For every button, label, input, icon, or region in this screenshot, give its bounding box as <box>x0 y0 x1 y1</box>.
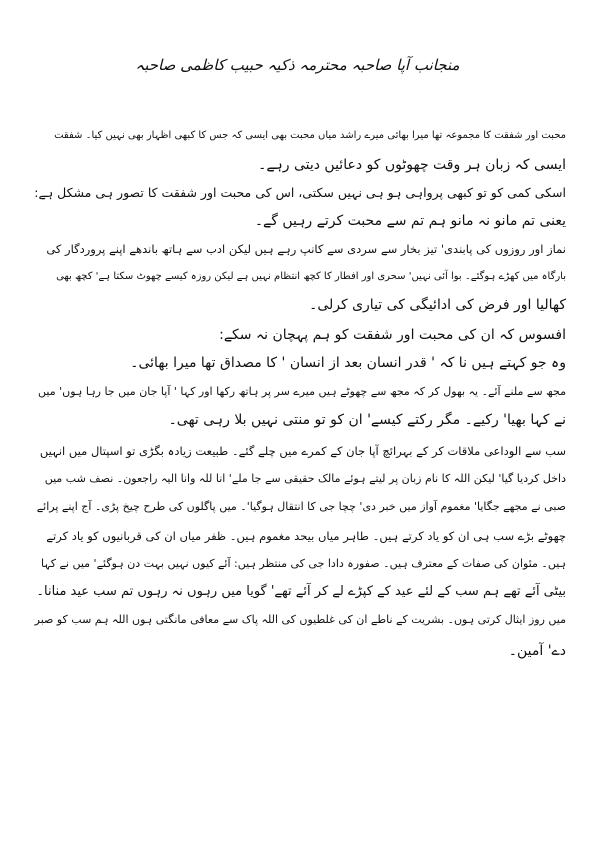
text-line: ایسی کہ زبان ہر وقت چھوٹوں کو دعائیں دیتی رہے۔ <box>258 157 566 173</box>
text-line: محبت اور شفقت کا مجموعہ تھا میرا بھائی میرے راشد میاں محبت بھی ایسی کہ جس کا کبھی اظہار بھی نہیں کیا۔ شفقت <box>54 130 566 141</box>
text-line: دے' آمین۔ <box>508 643 566 659</box>
text-line: چھوٹے بڑے سب ہی ان کو یاد کرتے ہیں۔ طاہر میاں بیحد مغموم ہیں۔ ظفر میاں ان کی قربانیوں کو یاد کرتے <box>46 529 566 543</box>
page-title: منجانب آپا صاحبہ محترمہ ذکیہ حبیب کاظمی صاحبہ <box>135 56 460 74</box>
text-line: بیٹی آئے تھے ہم سب کے لئے عید کے کپڑے لے کر آئے تھے' گویا میں رہوں نہ رہوں تم سب عید منانا۔ <box>36 584 566 599</box>
text-line: یعنی تم مانو نہ مانو ہم تم سے محبت کرتے رہیں گے۔ <box>254 213 566 229</box>
text-line: سب سے الوداعی ملاقات کر کے بہرائچ آپا جان کے کمرے میں چلے گئے۔ طبیعت زیادہ بگڑی تو اسپتال میں انہیں <box>39 444 566 458</box>
text-line: بارگاہ میں کھڑے ہوگئے۔ بوا آئی نہیں' سحری اور افطار کا کچھ انتظام نہیں ہے لیکن روزہ کیسے چھوٹ سکتا ہے' کچھ بھی <box>56 271 566 282</box>
text-line: اسکی کمی کو تو کبھی پرواہی ہو ہی نہیں سکتی، اس کی محبت اور شفقت کا تصور ہی مشکل ہے: <box>34 185 566 200</box>
text-line: داخل کردیا گیا' لیکن اللہ کا نام زبان پر لیتے ہوئے مالک حقیقی سے جا ملے' انا للہ وانا الیہ راجعون۔ نصف شب میں <box>44 472 566 485</box>
text-line: صبی نے مجھے جگایا' مغموم آواز میں خبر دی' چچا جی کا انتقال ہوگیا'۔ میں پاگلوں کی طرح چیخ پڑی۔ آج اپنے پرائے <box>36 500 566 513</box>
text-line: وہ جو کہتے ہیں نا کہ ' قدر انسان بعد از انسان ' کا مصداق تھا میرا بھائی۔ <box>130 355 566 371</box>
text-line: میں روز ایثال کرتی ہوں۔ بشریت کے ناطے ان کی غلطیوں کی اللہ پاک سے معافی مانگتی ہوں اللہ ہم سب کو صبر <box>34 613 566 626</box>
text-line: نماز اور روزوں کی پابندی' تیز بخار سے سردی سے کانپ رہے ہیں لیکن ادب سے ہاتھ باندھے اپنے پروردگار کی <box>46 242 566 256</box>
text-line: افسوس کہ ان کی محبت اور شفقت کو ہم پہچان نہ سکے: <box>219 327 566 343</box>
text-line: کھالیا اور فرض کی ادائیگی کی تیاری کرلی۔ <box>309 297 566 313</box>
text-line: مجھ سے ملنے آئے۔ یہ بھول کر کہ مجھ سے چھوٹے ہیں میرے سر پر ہاتھ رکھا اور کہا ' آپا جان میں جا رہا ہوں' میں <box>38 385 566 398</box>
text-line: ہیں۔ مئوان کی صفات کے معترف ہیں۔ صفورہ دادا جی کی منتظر ہیں: آئے کیوں نہیں بہت دن ہوگئے' میں نے کہا <box>40 557 566 570</box>
text-line: نے کہا بھیا' رکیے۔ مگر رکتے کیسے' ان کو تو منتی نہیں بلا رہی تھی۔ <box>168 412 566 428</box>
